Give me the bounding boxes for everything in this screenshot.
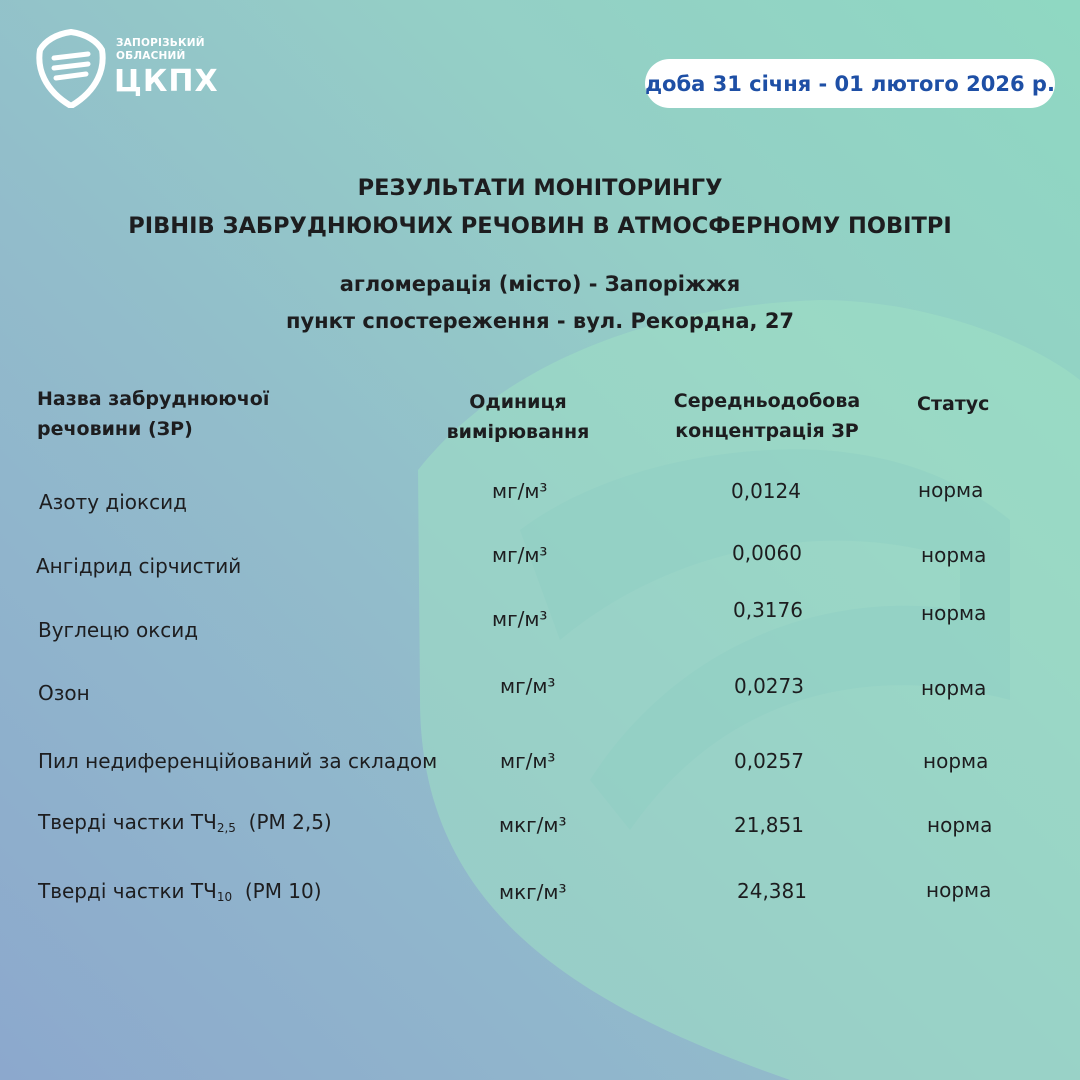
status-value: норма bbox=[918, 478, 984, 502]
header-substance-line-2: речовини (ЗР) bbox=[37, 418, 193, 440]
unit-value: мг/м³ bbox=[492, 479, 548, 503]
concentration-value: 0,0257 bbox=[734, 749, 804, 773]
logo-line-1: ЗАПОРІЗЬКИЙ bbox=[116, 37, 205, 49]
subtitle-line-1: агломерація (місто) - Запоріжжя bbox=[339, 272, 741, 296]
unit-value: мкг/м³ bbox=[499, 813, 567, 837]
status-value: норма bbox=[921, 601, 987, 625]
concentration-value: 21,851 bbox=[734, 813, 804, 837]
status-value: норма bbox=[921, 676, 987, 700]
unit-value: мкг/м³ bbox=[499, 880, 567, 904]
substance-name-pm: (PM 2,5) bbox=[248, 810, 332, 834]
header-status: Статус bbox=[917, 393, 990, 415]
header-unit-line-1: Одиниця bbox=[469, 391, 567, 413]
substance-name: Ангідрид сірчистий bbox=[36, 554, 242, 578]
title-line-2: РІВНІВ ЗАБРУДНЮЮЧИХ РЕЧОВИН В АТМОСФЕРНОМУ ПОВІТРІ bbox=[128, 213, 952, 239]
substance-name: Озон bbox=[38, 681, 90, 705]
header-unit bbox=[438, 387, 598, 447]
status-value: норма bbox=[921, 543, 987, 567]
substance-name-main: Тверді частки ТЧ bbox=[38, 810, 217, 834]
header-substance-name bbox=[37, 384, 269, 444]
header-substance-line-1: Назва забруднюючої bbox=[37, 388, 270, 410]
date-badge: доба 31 січня - 01 лютого 2026 р. bbox=[645, 59, 1055, 108]
organization-logo bbox=[36, 28, 219, 108]
concentration-value: 0,0273 bbox=[734, 674, 804, 698]
logo-abbreviation: ЦКПХ bbox=[114, 64, 219, 99]
concentration-value: 0,3176 bbox=[733, 598, 803, 622]
header-concentration-line-1: Середньодобова bbox=[673, 390, 861, 412]
status-value: норма bbox=[923, 749, 989, 773]
title-line-1: РЕЗУЛЬТАТИ МОНІТОРИНГУ bbox=[357, 175, 723, 201]
header-unit-line-2: вимірювання bbox=[446, 421, 590, 443]
substance-name: Пил недиференційований за складом bbox=[38, 749, 438, 773]
status-value: норма bbox=[926, 878, 992, 902]
unit-value: мг/м³ bbox=[500, 749, 556, 773]
concentration-value: 0,0124 bbox=[731, 479, 801, 503]
concentration-value: 24,381 bbox=[737, 879, 807, 903]
substance-name: Азоту діоксид bbox=[39, 490, 187, 514]
unit-value: мг/м³ bbox=[492, 543, 548, 567]
substance-name-subscript: 2,5 bbox=[216, 821, 236, 835]
status-value: норма bbox=[927, 813, 993, 837]
concentration-value: 0,0060 bbox=[732, 541, 802, 565]
header-concentration-line-2: концентрація ЗР bbox=[675, 420, 859, 442]
logo-line-2: ОБЛАСНИЙ bbox=[116, 50, 186, 62]
substance-name-pm: (PM 10) bbox=[244, 879, 322, 903]
header-concentration bbox=[657, 386, 877, 446]
subtitle-line-2: пункт спостереження - вул. Рекордна, 27 bbox=[285, 309, 795, 333]
substance-name: Вуглецю оксид bbox=[38, 618, 199, 642]
substance-name-subscript: 10 bbox=[216, 890, 233, 904]
logo-organization-name bbox=[116, 37, 205, 63]
substance-name bbox=[38, 809, 332, 841]
shield-logo-icon bbox=[36, 28, 106, 108]
substance-name-main: Тверді частки ТЧ bbox=[38, 879, 217, 903]
unit-value: мг/м³ bbox=[500, 674, 556, 698]
unit-value: мг/м³ bbox=[492, 607, 548, 631]
substance-name bbox=[38, 878, 322, 910]
